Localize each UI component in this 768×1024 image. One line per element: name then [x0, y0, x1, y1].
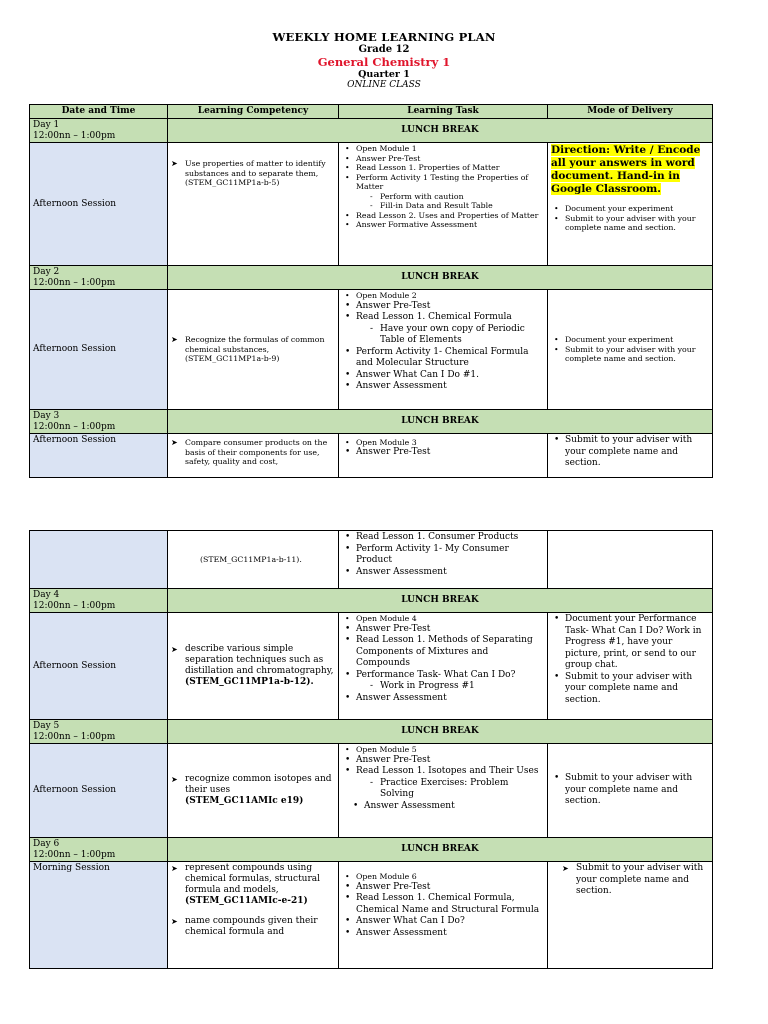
day-5-tasks [339, 744, 548, 838]
lunch-break-day-1: LUNCH BREAK [168, 119, 713, 143]
day-6-session: Morning Session [30, 862, 168, 969]
day-1-label: Day 1 [33, 120, 60, 130]
day-3-session-continued [30, 531, 168, 589]
day-5-competency-code: (STEM_GC11AMIc e19) [185, 796, 304, 806]
day-5-competency-text: recognize common isotopes and their uses [185, 774, 332, 795]
day-6-label: Day 6 [33, 839, 60, 849]
day-2-competency-text: Recognize the formulas of common chemical substances, [185, 335, 325, 354]
day-4-delivery [548, 613, 713, 720]
lunch-break-day-2: LUNCH BREAK [168, 266, 713, 290]
subject-label: General Chemistry 1 [317, 55, 451, 69]
day-1-time: 12:00nn – 1:00pm [33, 130, 116, 141]
task-item: • Answer Assessment [342, 567, 544, 579]
day-3-cell [30, 410, 168, 434]
day-6-time: 12:00nn – 1:00pm [33, 849, 116, 860]
delivery-item: • Submit to your adviser with your complete name and section. [551, 435, 709, 470]
day-6-competency-text-2: ➤ name compounds given their chemical formula and [171, 916, 335, 938]
task-item: • Perform Activity 1- My Consumer Product [342, 544, 544, 567]
day-2-time: 12:00nn – 1:00pm [33, 277, 116, 288]
grade-label: Grade 12 [358, 44, 410, 55]
day-5-label: Day 5 [33, 721, 60, 731]
task-item: • Open Module 1 [342, 144, 544, 154]
day-5-delivery [548, 744, 713, 838]
day-2-label: Day 2 [33, 267, 60, 277]
day-4-time: 12:00nn – 1:00pm [33, 600, 116, 611]
task-item: • Read Lesson 2. Uses and Properties of Matter [342, 211, 544, 221]
day-1-competency [168, 143, 339, 266]
task-subitem: - Have your own copy of Periodic Table of Elements [342, 324, 544, 347]
mode-label: ONLINE CLASS [347, 80, 421, 90]
day-1-tasks [339, 143, 548, 266]
task-item: • Performance Task- What Can I Do? [342, 670, 544, 682]
day-5-competency [168, 744, 339, 838]
delivery-item: • Submit to your adviser with your complete name and section. [551, 672, 709, 707]
day-5-time: 12:00nn – 1:00pm [33, 731, 116, 742]
task-item: • Answer Pre-Test [342, 448, 544, 458]
lunch-break-day-6: LUNCH BREAK [168, 838, 713, 862]
col-header-date: Date and Time [30, 105, 168, 119]
task-item: • Open Module 5 [342, 745, 544, 755]
day-1-competency-code: (STEM_GC11MP1a-b-5) [185, 178, 280, 187]
task-subitem: - Practice Exercises: Problem Solving [342, 778, 544, 801]
task-item: • Answer Pre-Test [342, 755, 544, 767]
day-2-session: Afternoon Session [30, 290, 168, 410]
day-4-competency-text: describe various simple separation techniques such as distillation and chromatography, [185, 644, 334, 676]
day-6-competency-code: (STEM_GC11AMIc-e-21) [185, 896, 308, 906]
day-2-tasks [339, 290, 548, 410]
day-6-tasks [339, 862, 548, 969]
lunch-break-day-4: LUNCH BREAK [168, 589, 713, 613]
quarter-label: Quarter 1 [358, 69, 410, 80]
task-item: • Answer What Can I Do? [342, 916, 544, 928]
col-header-delivery: Mode of Delivery [548, 105, 713, 119]
task-subitem: - Work in Progress #1 [342, 681, 544, 693]
task-item: • Perform Activity 1 Testing the Properties of Matter [342, 173, 544, 192]
task-item: • Answer Assessment [342, 381, 544, 393]
day-3-competency [168, 434, 339, 478]
task-subitem: - Fill-in Data and Result Table [342, 201, 544, 211]
task-item: • Answer Formative Assessment [342, 220, 544, 230]
task-item: • Read Lesson 1. Methods of Separating Components of Mixtures and Compounds [342, 635, 544, 670]
day-2-competency [168, 290, 339, 410]
lunch-break-day-5: LUNCH BREAK [168, 720, 713, 744]
day-6-cell [30, 838, 168, 862]
task-item: • Read Lesson 1. Properties of Matter [342, 163, 544, 173]
plan-table-page-1 [29, 104, 713, 478]
task-item: • Answer Pre-Test [342, 154, 544, 164]
day-4-tasks [339, 613, 548, 720]
day-1-cell [30, 119, 168, 143]
task-item: • Open Module 4 [342, 614, 544, 624]
day-3-delivery [548, 434, 713, 478]
task-item: • Answer What Can I Do #1. [342, 370, 544, 382]
day-1-delivery [548, 143, 713, 266]
day-2-competency-code: (STEM_GC11MP1a-b-9) [185, 354, 280, 364]
day-5-cell [30, 720, 168, 744]
task-item: • Answer Pre-Test [342, 301, 544, 313]
day-3-competency-code: (STEM_GC11MP1a-b-11). [168, 531, 339, 589]
day-6-competency-text: represent compounds using chemical formulas, structural formula and models, [185, 863, 321, 895]
task-item: • Answer Assessment [342, 928, 544, 940]
day-6-competency [168, 862, 339, 969]
day-2-delivery [548, 290, 713, 410]
day-6-delivery [548, 862, 713, 969]
task-item: • Answer Pre-Test [342, 624, 544, 636]
task-item: • Answer Pre-Test [342, 882, 544, 894]
day-4-session: Afternoon Session [30, 613, 168, 720]
day-4-label: Day 4 [33, 590, 60, 600]
task-item: • Open Module 3 [342, 438, 544, 448]
day-3-delivery-continued [548, 531, 713, 589]
delivery-item: • Document your Performance Task- What Can I Do? Work in Progress #1, have your picture, print, or send to our group chat. [551, 614, 709, 672]
task-item: • Perform Activity 1- Chemical Formula and Molecular Structure [342, 347, 544, 370]
task-item: • Read Lesson 1. Chemical Formula, Chemical Name and Structural Formula [342, 893, 544, 916]
plan-table-page-2 [29, 530, 713, 969]
delivery-item: • Submit to your adviser with your complete name and section. [551, 214, 709, 233]
delivery-item: • Document your experiment [551, 204, 709, 214]
task-item: • Answer Assessment [350, 801, 544, 813]
task-item: • Open Module 6 [342, 872, 544, 882]
day-4-cell [30, 589, 168, 613]
task-item: • Read Lesson 1. Consumer Products [342, 532, 544, 544]
day-4-competency-code: (STEM_GC11MP1a-b-12). [185, 677, 314, 687]
day-2-cell [30, 266, 168, 290]
task-item: • Read Lesson 1. Chemical Formula [342, 312, 544, 324]
day-4-competency [168, 613, 339, 720]
col-header-competency: Learning Competency [168, 105, 339, 119]
day-3-competency-text: ➤ Compare consumer products on the basis of their components for use, safety, quality and cost, [171, 438, 335, 467]
task-item: • Open Module 2 [342, 291, 544, 301]
day-1-competency-text: Use properties of matter to identify substances and to separate them, [185, 159, 326, 178]
delivery-item: • Document your experiment [551, 335, 709, 345]
col-header-task: Learning Task [339, 105, 548, 119]
task-item: • Answer Assessment [342, 693, 544, 705]
task-item: • Read Lesson 1. Isotopes and Their Uses [342, 766, 544, 778]
day-3-time: 12:00nn – 1:00pm [33, 421, 116, 432]
day-3-session: Afternoon Session [30, 434, 168, 478]
day-1-session: Afternoon Session [30, 143, 168, 266]
plan-title: WEEKLY HOME LEARNING PLAN [272, 30, 496, 44]
direction-note: Direction: Write / Encode all your answers in word document. Hand-in in Google Classroom. [551, 144, 701, 195]
day-3-tasks [339, 434, 548, 478]
delivery-item: ➤ Submit to your adviser with your complete name and section. [562, 863, 709, 898]
day-3-label: Day 3 [33, 411, 60, 421]
delivery-item: • Submit to your adviser with your complete name and section. [551, 773, 709, 808]
day-5-session: Afternoon Session [30, 744, 168, 838]
lunch-break-day-3: LUNCH BREAK [168, 410, 713, 434]
day-3-tasks-continued [339, 531, 548, 589]
delivery-item: • Submit to your adviser with your complete name and section. [551, 345, 709, 364]
task-subitem: - Perform with caution [342, 192, 544, 202]
